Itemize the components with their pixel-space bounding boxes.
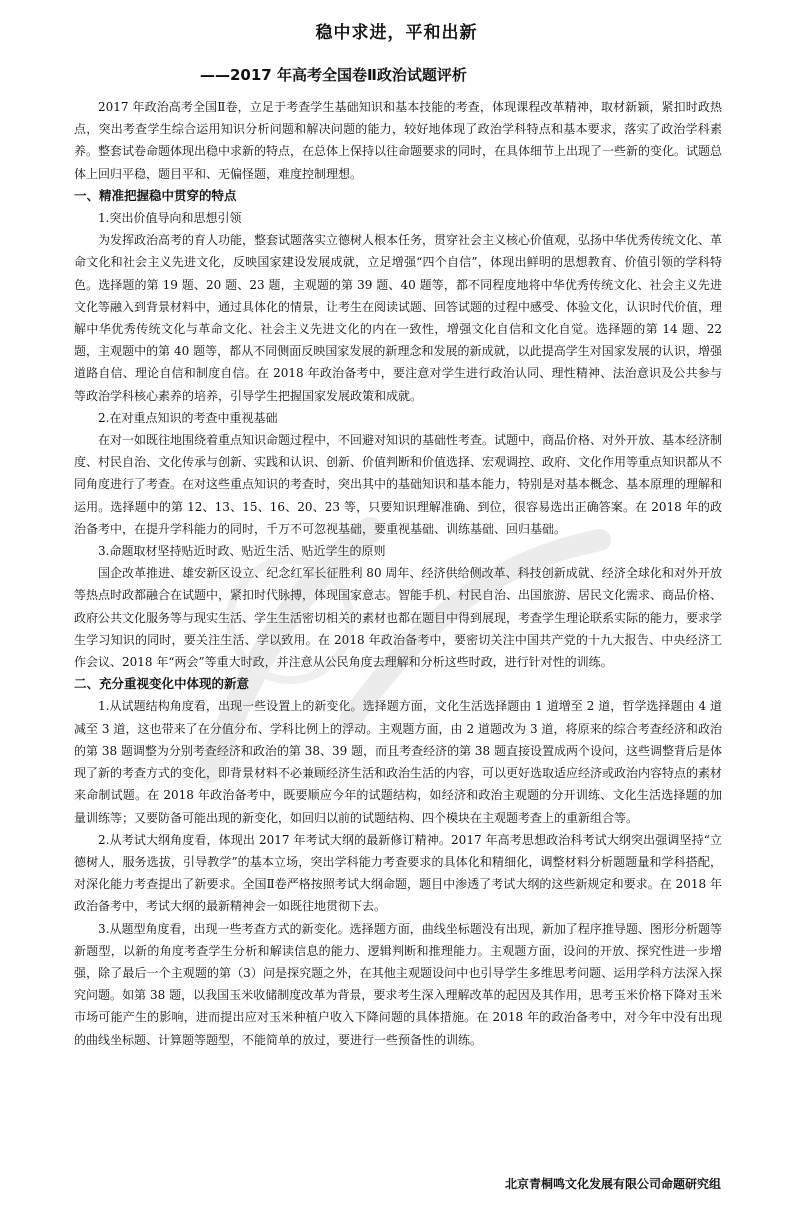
section-1-subheading-1: 1.突出价值导向和思想引领 [98,211,242,226]
section-1-paragraph-3: 国企改革推进、雄安新区设立、纪念红军长征胜利 80 周年、经济供给侧改革、科技创新成就、经济全球化和对外开放等热点时政都融合在试题中，紧扣时代脉搏，体现国家意志。智能手机、村民自治、出国旅游、居民文化需求、商品价格、政府公共文化服务等与现实生活、学生生活密切相关的素材也都在题目中得到展现，考查学生理论联系实际的能力，要求学生学习知识的同时，要关注生活、学以致用。在 2018 年政治备考中，要密切关注中国共产党的十九大报告、中央经济工作会议、2018 年“两会”等重大时政，并注意从公民角度去理解和分析这些时政，进行针对性的训练。 [74,566,723,670]
section-1-subheading-2: 2.在对重点知识的考查中重视基础 [98,410,278,425]
section-2-paragraph-1: 1.从试题结构角度看，出现一些设置上的新变化。选择题方面，文化生活选择题由 1 道增至 2 道，哲学选择题由 4 道减至 3 道，这也带来了在分值分布、学科比例上的浮动。主观题方面，由 2 道题改为 3 道，将原来的综合考查经济和政治的第 38 题调整为分别考查经济和政治的第 38、39 题，而且考查经济的第 38 题直接设置成两个设问，这些调整背后是体现了新的考查方式的变化，即背景材料不必兼顾经济生活和政治生活的内容，可以更好选取适应经济或政治内容特点的素材来命制试题。在 2018 年政治备考中，既要顺应今年的试题结构，如经济和政治主观题的分开训练、文化生活选择题的加量训练等；又要防备可能出现的新变化，如回归以前的试题结构、四个模块在主观题考查上的重新组合等。 [74,699,723,825]
section-1-paragraph-2: 在对一如既往地围绕着重点知识命题过程中，不回避对知识的基础性考查。试题中，商品价格、对外开放、基本经济制度、村民自治、文化传承与创新、实践和认识、创新、价值判断和价值选择、宏观调控、政府、文化作用等重点知识都从不同角度进行了考查。在对这些重点知识的考查时，突出其中的基础知识和基本能力，特别是对基本概念、基本原理的理解和运用。选择题中的第 12、13、15、16、20、23 等，只要知识理解准确、到位，很容易选出正确答案。在 2018 年的政治备考中，在提升学科能力的同时，千万不可忽视基础，要重视基础、训练基础、回归基础。 [74,433,723,536]
footer-organization: 北京青桐鸣文化发展有限公司命题研究组 [504,1177,721,1191]
section-2-heading: 二、充分重视变化中体现的新意 [74,676,250,692]
intro-paragraph: 2017 年政治高考全国Ⅱ卷，立足于考查学生基础知识和基本技能的考查，体现课程改革精神，取材新颖，紧扣时政热点，突出考查学生综合运用知识分析问题和解决问题的能力，较好地体现了政治学科特点和基本要求，落实了政治学科素养。整套试卷命题体现出稳中求新的特点，在总体上保持以往命题要求的同时，在具体细节上出现了一些新的变化。试题总体上回归平稳，题目平和、无偏怪题，难度控制理想。 [74,100,723,181]
section-2-paragraph-2: 2.从考试大纲角度看，体现出 2017 年考试大纲的最新修订精神。2017 年高考思想政治科考试大纲突出强调坚持“立德树人，服务选拔，引导教学”的基本立场，突出学科能力考查要求的具体化和精细化，调整材料分析题题量和学科搭配，对深化能力考查提出了新要求。全国Ⅱ卷严格按照考试大纲命题，题目中渗透了考试大纲的这些新规定和要求。在 2018 年政治备考中，考试大纲的最新精神会一如既往地贯彻下去。 [74,832,722,914]
document-subtitle: ——2017 年高考全国卷Ⅱ政治试题评析 [200,66,467,84]
section-1-paragraph-1: 为发挥政治高考的育人功能，整套试题落实立德树人根本任务，贯穿社会主义核心价值观，弘扬中华优秀传统文化、革命文化和社会主义先进文化，反映国家建设发展成就，立足增强“四个自信”，体现出鲜明的思想教育、价值引领的学科特色。选择题的第 19 题、20 题、23 题，主观题的第 39 题、40 题等，都不同程度地将中华优秀传统文化、社会主义先进文化等融入到背景材料中，通过具体化的情景，让考生在阅读试题、回答试题的过程中感受、体验文化，认识时代价值，理解中华优秀传统文化与革命文化、社会主义先进文化的内在一致性，增强文化自信和文化自觉。选择题的第 14 题、22 题，主观题中的第 40 题等，都从不同侧面反映国家发展的新理念和发展的新成就，以此提高学生对国家发展的认识，增强道路自信、理论自信和制度自信。在 2018 年政治备考中，要注意对学生进行政治认同、理性精神、法治意识及公共参与等政治学科核心素养的培养，引导学生把握国家发展政策和成就。 [74,233,723,403]
section-1-subheading-3: 3.命题取材坚持贴近时政、贴近生活、贴近学生的原则 [98,544,386,559]
document-body [74,96,722,1051]
section-1-heading: 一、精准把握稳中贯穿的特点 [74,187,237,203]
document-title: 稳中求进，平和出新 [315,23,478,43]
section-2-paragraph-3: 3.从题型角度看，出现一些考查方式的新变化。选择题方面，曲线坐标题没有出现，新加了程序推导题、图形分析题等新题型，以新的角度考查学生分析和解读信息的能力、逻辑判断和推理能力。主观题方面，设问的开放、探究性进一步增强，除了最后一个主观题的第（3）问是探究题之外，在其他主观题设问中也引导学生多维思考问题、运用学科方法深入探究问题。如第 38 题，以我国玉米收储制度改革为背景，要求考生深入理解改革的起因及其作用，思考玉米价格下降对玉米市场可能产生的影响，进而提出应对玉米种植户收入下降问题的具体措施。在 2018 年的政治备考中，对今年中没有出现的曲线坐标题、计算题等题型，不能简单的放过，要进行一些预备性的训练。 [74,921,722,1047]
